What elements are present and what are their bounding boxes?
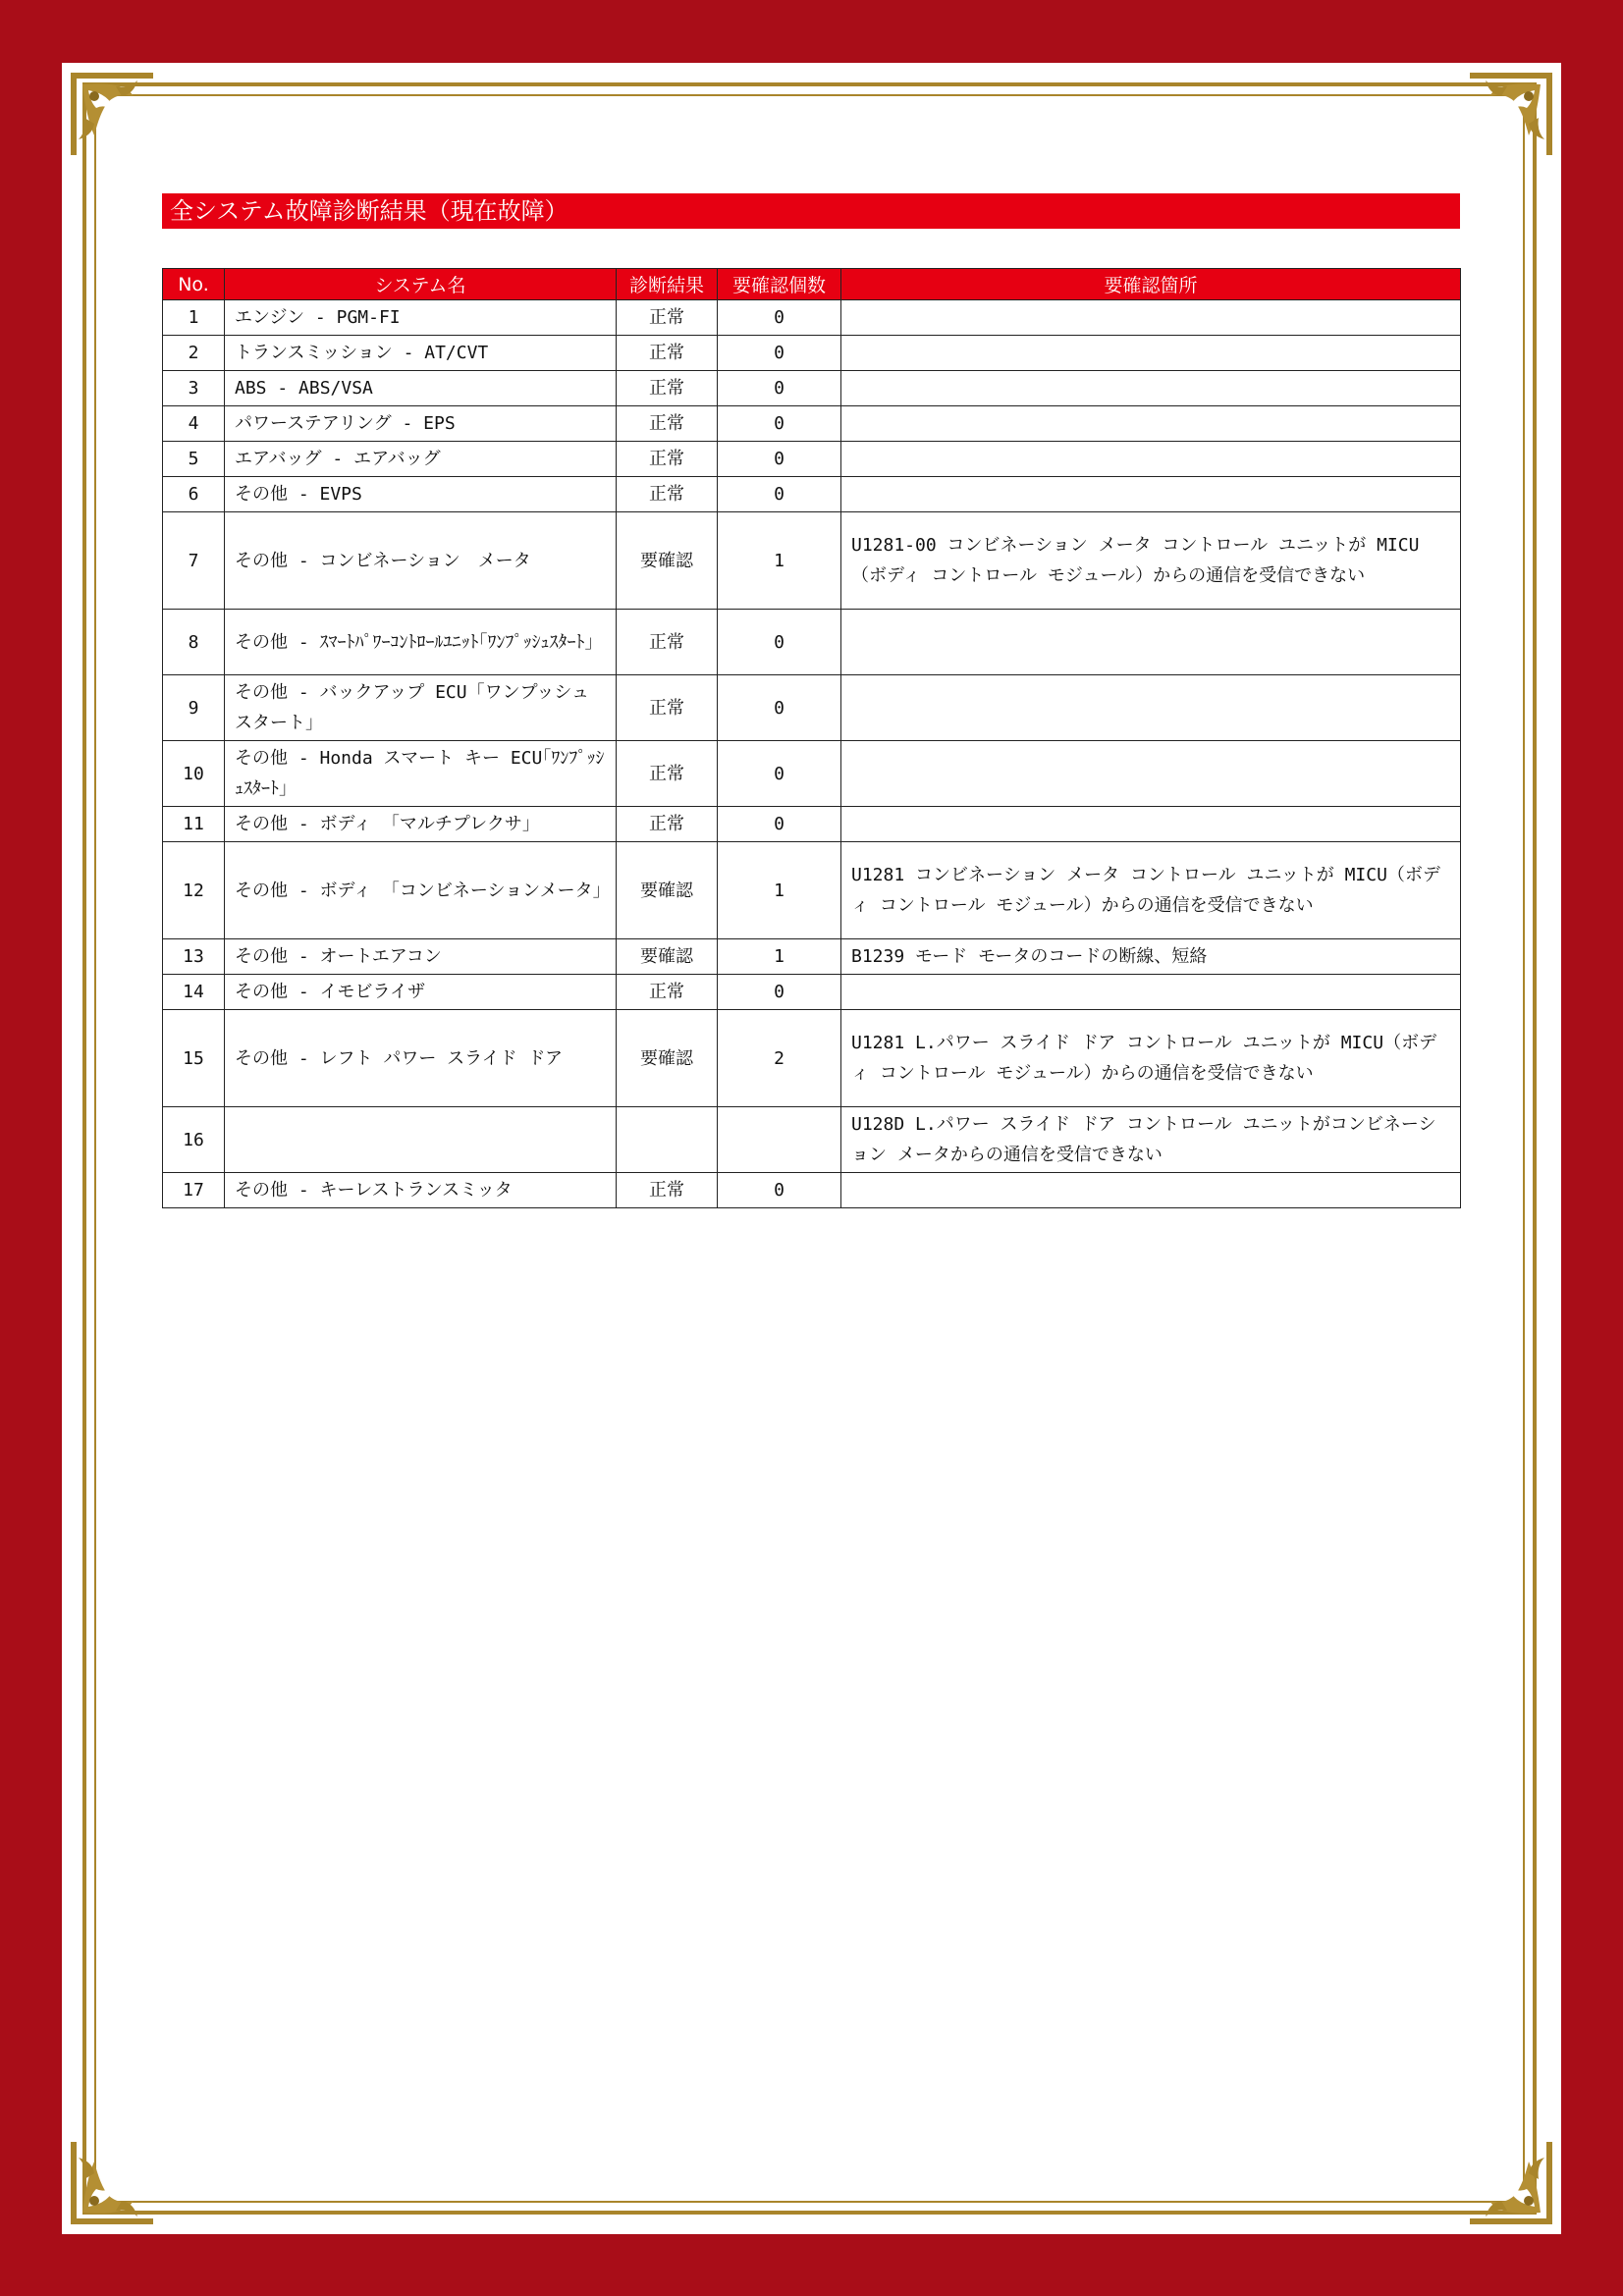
table-row <box>163 477 1461 512</box>
row-system: その他 - キーレストランスミッタ <box>225 1173 617 1208</box>
table-row <box>163 1107 1461 1173</box>
row-result: 正常 <box>617 610 718 675</box>
row-detail <box>841 371 1461 406</box>
row-no: 9 <box>163 675 225 741</box>
row-result: 要確認 <box>617 512 718 610</box>
row-no: 14 <box>163 975 225 1010</box>
col-header-result: 診断結果 <box>617 269 718 300</box>
row-no: 1 <box>163 300 225 336</box>
row-no: 10 <box>163 741 225 807</box>
table-row <box>163 300 1461 336</box>
row-system: その他 - バックアップ ECU「ワンプッシュスタート」 <box>225 675 617 741</box>
row-system: その他 - レフト パワー スライド ドア <box>225 1010 617 1107</box>
row-count: 0 <box>718 807 841 842</box>
row-result: 正常 <box>617 477 718 512</box>
row-system: トランスミッション - AT/CVT <box>225 336 617 371</box>
row-detail <box>841 675 1461 741</box>
row-detail <box>841 1173 1461 1208</box>
row-detail: U1281 L.パワー スライド ドア コントロール ユニットが MICU（ボディ コントロール モジュール）からの通信を受信できない <box>841 1010 1461 1107</box>
ornament-corner-icon <box>1464 67 1558 161</box>
table-row <box>163 371 1461 406</box>
row-system: その他 - コンビネーション メータ <box>225 512 617 610</box>
col-header-count: 要確認個数 <box>718 269 841 300</box>
row-no: 15 <box>163 1010 225 1107</box>
table-row <box>163 442 1461 477</box>
row-result: 正常 <box>617 406 718 442</box>
col-header-detail: 要確認箇所 <box>841 269 1461 300</box>
row-count: 1 <box>718 512 841 610</box>
row-no: 12 <box>163 842 225 939</box>
table-row <box>163 1010 1461 1107</box>
col-header-system: システム名 <box>225 269 617 300</box>
row-system: エアバッグ - エアバッグ <box>225 442 617 477</box>
row-no: 6 <box>163 477 225 512</box>
row-count <box>718 1107 841 1173</box>
row-system: ABS - ABS/VSA <box>225 371 617 406</box>
row-system: その他 - Honda スマート キー ECU｢ﾜﾝﾌﾟｯｼｭｽﾀｰﾄ｣ <box>225 741 617 807</box>
ornament-corner-icon <box>65 2136 159 2230</box>
row-system: その他 - ボディ 「マルチプレクサ」 <box>225 807 617 842</box>
row-result: 正常 <box>617 442 718 477</box>
row-result: 正常 <box>617 1173 718 1208</box>
row-detail <box>841 300 1461 336</box>
row-result: 正常 <box>617 675 718 741</box>
row-detail: B1239 モード モータのコードの断線、短絡 <box>841 939 1461 975</box>
row-result: 正常 <box>617 975 718 1010</box>
row-no: 3 <box>163 371 225 406</box>
row-no: 16 <box>163 1107 225 1173</box>
section-title: 全システム故障診断結果（現在故障） <box>162 193 1460 229</box>
row-detail <box>841 975 1461 1010</box>
row-system: その他 - EVPS <box>225 477 617 512</box>
row-count: 0 <box>718 610 841 675</box>
row-no: 2 <box>163 336 225 371</box>
ornament-corner-icon <box>1464 2136 1558 2230</box>
row-detail: U1281-00 コンビネーション メータ コントロール ユニットが MICU（ボディ コントロール モジュール）からの通信を受信できない <box>841 512 1461 610</box>
row-result: 要確認 <box>617 1010 718 1107</box>
row-detail <box>841 442 1461 477</box>
table-row <box>163 975 1461 1010</box>
row-result: 正常 <box>617 300 718 336</box>
row-no: 4 <box>163 406 225 442</box>
table-header-row <box>163 269 1461 300</box>
row-count: 0 <box>718 975 841 1010</box>
diagnosis-table <box>162 268 1461 1208</box>
row-detail <box>841 336 1461 371</box>
row-system: エンジン - PGM-FI <box>225 300 617 336</box>
row-result: 要確認 <box>617 939 718 975</box>
row-system: その他 - イモビライザ <box>225 975 617 1010</box>
table-row <box>163 1173 1461 1208</box>
row-no: 7 <box>163 512 225 610</box>
row-system: その他 - ボディ 「コンビネーションメータ」 <box>225 842 617 939</box>
table-row <box>163 336 1461 371</box>
row-no: 5 <box>163 442 225 477</box>
table-row <box>163 807 1461 842</box>
table-row <box>163 610 1461 675</box>
row-count: 0 <box>718 1173 841 1208</box>
row-detail: U128D L.パワー スライド ドア コントロール ユニットがコンビネーション メータからの通信を受信できない <box>841 1107 1461 1173</box>
table-row <box>163 842 1461 939</box>
row-count: 2 <box>718 1010 841 1107</box>
row-count: 0 <box>718 406 841 442</box>
row-count: 0 <box>718 675 841 741</box>
row-count: 0 <box>718 741 841 807</box>
row-result: 正常 <box>617 741 718 807</box>
row-detail <box>841 741 1461 807</box>
row-result: 正常 <box>617 807 718 842</box>
row-system: その他 - ｽﾏｰﾄﾊﾟﾜｰｺﾝﾄﾛｰﾙﾕﾆｯﾄ｢ﾜﾝﾌﾟｯｼｭｽﾀｰﾄ｣ <box>225 610 617 675</box>
row-no: 17 <box>163 1173 225 1208</box>
row-detail <box>841 406 1461 442</box>
row-count: 0 <box>718 300 841 336</box>
row-result: 要確認 <box>617 842 718 939</box>
table-row <box>163 406 1461 442</box>
row-count: 0 <box>718 371 841 406</box>
row-system: その他 - オートエアコン <box>225 939 617 975</box>
row-count: 1 <box>718 842 841 939</box>
row-result <box>617 1107 718 1173</box>
table-row <box>163 939 1461 975</box>
row-detail: U1281 コンビネーション メータ コントロール ユニットが MICU（ボディ コントロール モジュール）からの通信を受信できない <box>841 842 1461 939</box>
ornament-corner-icon <box>65 67 159 161</box>
col-header-no: No. <box>163 269 225 300</box>
row-no: 8 <box>163 610 225 675</box>
row-result: 正常 <box>617 336 718 371</box>
row-no: 11 <box>163 807 225 842</box>
row-result: 正常 <box>617 371 718 406</box>
row-detail <box>841 807 1461 842</box>
row-count: 0 <box>718 336 841 371</box>
row-count: 0 <box>718 442 841 477</box>
row-detail <box>841 477 1461 512</box>
row-count: 1 <box>718 939 841 975</box>
table-row <box>163 675 1461 741</box>
row-system: パワーステアリング - EPS <box>225 406 617 442</box>
row-no: 13 <box>163 939 225 975</box>
row-system <box>225 1107 617 1173</box>
row-detail <box>841 610 1461 675</box>
table-row <box>163 741 1461 807</box>
table-row <box>163 512 1461 610</box>
row-count: 0 <box>718 477 841 512</box>
